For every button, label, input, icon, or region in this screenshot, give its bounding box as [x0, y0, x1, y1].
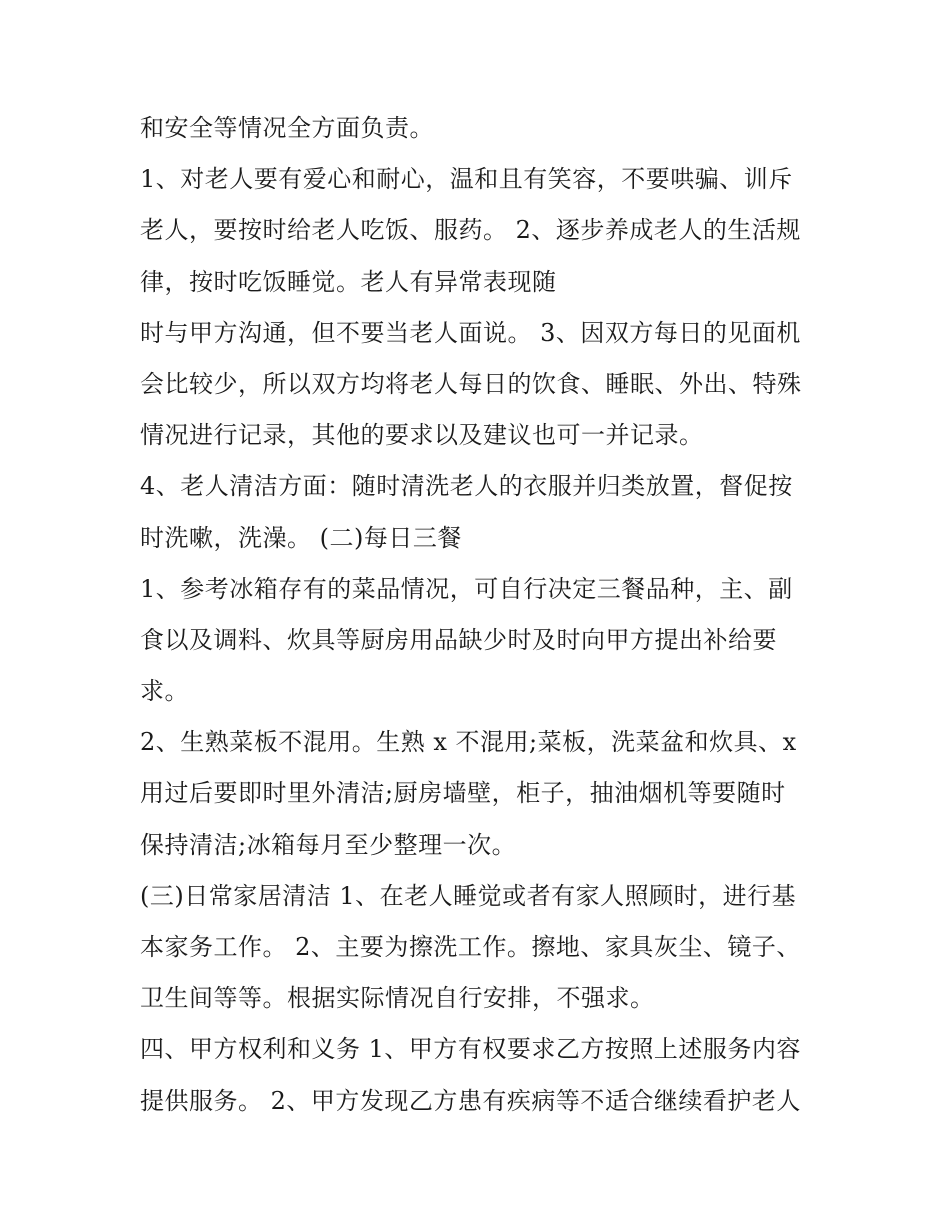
text-line: 4、老人清洁方面：随时清洗老人的衣服并归类放置，督促按 [140, 472, 793, 501]
text-line: 律，按时吃饭睡觉。老人有异常表现随 [140, 267, 557, 296]
text-line: 1、对老人要有爱心和耐心，温和且有笑容，不要哄骗、训斥 [140, 165, 793, 194]
document-body [140, 103, 830, 1127]
text-line: 2、生熟菜板不混用。生熟 x 不混用;菜板，洗菜盆和炊具、x [140, 728, 797, 757]
text-line: 和安全等情况全方面负责。 [140, 114, 434, 142]
text-line: 四、甲方权利和义务 1、甲方有权要求乙方按照上述服务内容 [140, 1035, 801, 1064]
text-line: 卫生间等等。根据实际情况自行安排，不强求。 [140, 984, 655, 1013]
text-line: 保持清洁;冰箱每月至少整理一次。 [140, 830, 517, 859]
text-line: (三)日常家居清洁 1、在老人睡觉或者有家人照顾时，进行基 [140, 881, 797, 910]
text-line: 情况进行记录，其他的要求以及建议也可一并记录。 [140, 421, 704, 450]
text-line: 时与甲方沟通，但不要当老人面说。 3、因双方每日的见面机 [140, 318, 801, 347]
text-line: 会比较少，所以双方均将老人每日的饮食、睡眠、外出、特殊 [140, 369, 802, 398]
text-line: 本家务工作。 2、主要为擦洗工作。擦地、家具灰尘、镜子、 [140, 933, 801, 961]
text-line: 提供服务。 2、甲方发现乙方患有疾病等不适合继续看护老人 [140, 1086, 801, 1115]
text-line: 1、参考冰箱存有的菜品情况，可自行决定三餐品种，主、副 [140, 574, 793, 603]
text-line: 食以及调料、炊具等厨房用品缺少时及时向甲方提出补给要 [140, 625, 777, 654]
text-line: 求。 [140, 677, 189, 706]
text-line: 用过后要即时里外清洁;厨房墙壁，柜子，抽油烟机等要随时 [140, 779, 786, 808]
text-line: 老人，要按时给老人吃饭、服药。 2、逐步养成老人的生活规 [140, 216, 801, 245]
text-line: 时洗嗽，洗澡。 (二)每日三餐 [140, 523, 462, 552]
